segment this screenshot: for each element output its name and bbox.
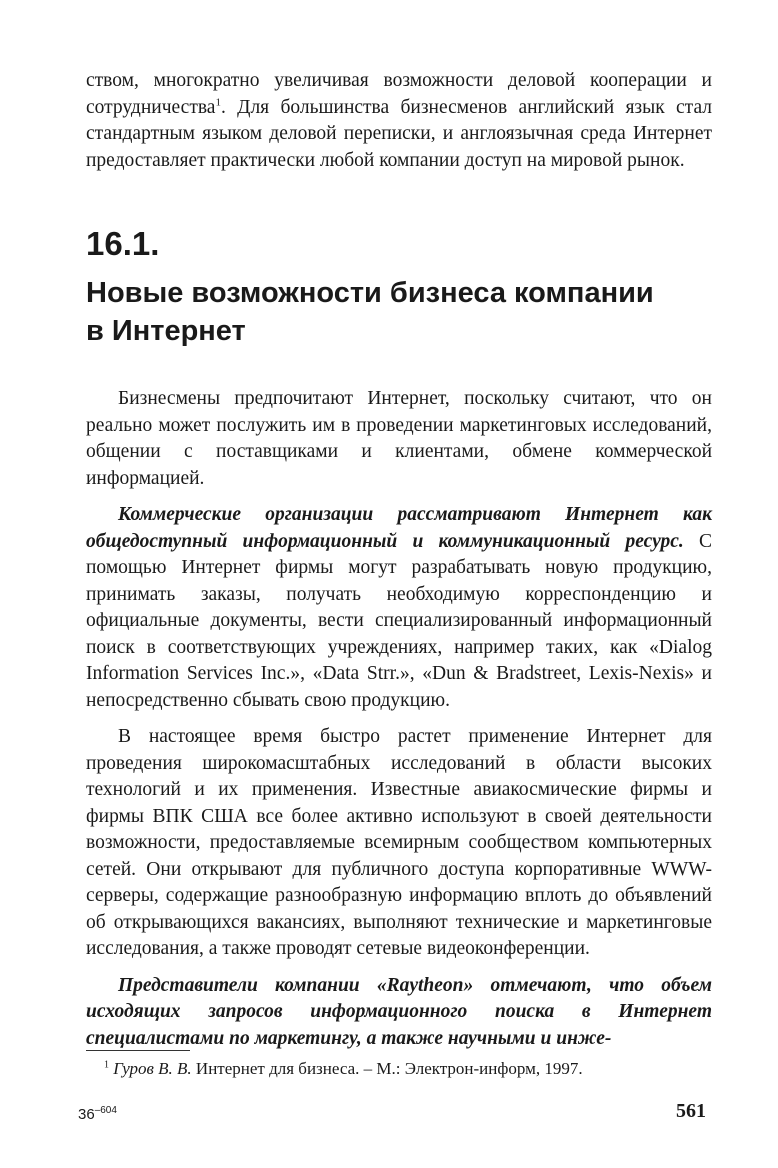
page-number: 561: [676, 1100, 706, 1122]
printer-signature: [78, 1106, 117, 1123]
paragraph-3: В настоящее время быстро растет применение Интернет для проведения широкомасштабных исследований в области высоких технологий и их применения. Известные авиакосмические фирмы и фирмы ВПК США все более активно используют в своей деятельности возможности, предоставляемые всемирным сообществом компьютерных сетей. Они открывают для публичного доступа корпоративные WWW-серверы, содержащие разнообразную информацию вплоть до объявлений об открывающихся вакансиях, выполняют технические и маркетинговые исследования, а также проводят сетевые видеоконференции.: [86, 726, 712, 959]
page-body: [86, 68, 712, 1052]
footnote-text: Интернет для бизнеса. – М.: Электрон-информ, 1997.: [191, 1059, 583, 1078]
footnote-reference: 1: [215, 96, 221, 108]
paragraph-2-text: С помощью Интернет фирмы могут разрабатывать новую продукцию, принимать заказы, получать необходимую корреспонденцию и официальные документы, вести специализированный информационный поиск в соответствующих учреждениях, например таких, как «Dialog Information Services Inc.», «Data Strr.», «Dun & Bradstreet, Lexis-Nexis» и непосредственно сбывать свою продукцию.: [86, 530, 712, 711]
paragraph-1: Бизнесмены предпочитают Интернет, поскольку считают, что он реально может послужить им в проведении маркетинговых исследований, общении с поставщиками и клиентами, обмене коммерческой информацией.: [86, 388, 712, 489]
paragraph-4: [86, 973, 712, 1053]
footnote: [104, 1058, 714, 1080]
footnote-mark: 1: [104, 1059, 109, 1071]
section-number: 16.1.: [86, 225, 160, 262]
paragraph-2: [86, 502, 712, 714]
paragraph-2-emphasis: Коммерческие организации рассматривают Интернет как общедоступный информационный и коммуникационный ресурс.: [86, 504, 712, 552]
intro-text: ством, многократно увеличивая возможности деловой кооперации и сотрудничества: [86, 70, 712, 118]
footnote-divider: [86, 1050, 190, 1051]
section-title-line-2: в Интернет: [86, 315, 246, 347]
footnote-author: Гуров В. В.: [113, 1059, 192, 1078]
intro-paragraph: [86, 68, 712, 174]
paragraph-4-emphasis: Представители компании «Raytheon» отмечают, что объем исходящих запросов информационного поиска в Интернет специалистами по маркетингу, а также научными и инже-: [86, 974, 712, 1049]
section-title-line-1: Новые возможности бизнеса компании: [86, 277, 654, 309]
intro-text-continued: . Для большинства бизнесменов английский язык стал стандартным языком деловой переписки, и англоязычная среда Интернет предоставляет практически любой компании доступ на мировой рынок.: [86, 96, 712, 171]
signature-main: 36: [78, 1106, 95, 1123]
section-title: [86, 274, 712, 350]
signature-sup: –604: [94, 1105, 117, 1116]
